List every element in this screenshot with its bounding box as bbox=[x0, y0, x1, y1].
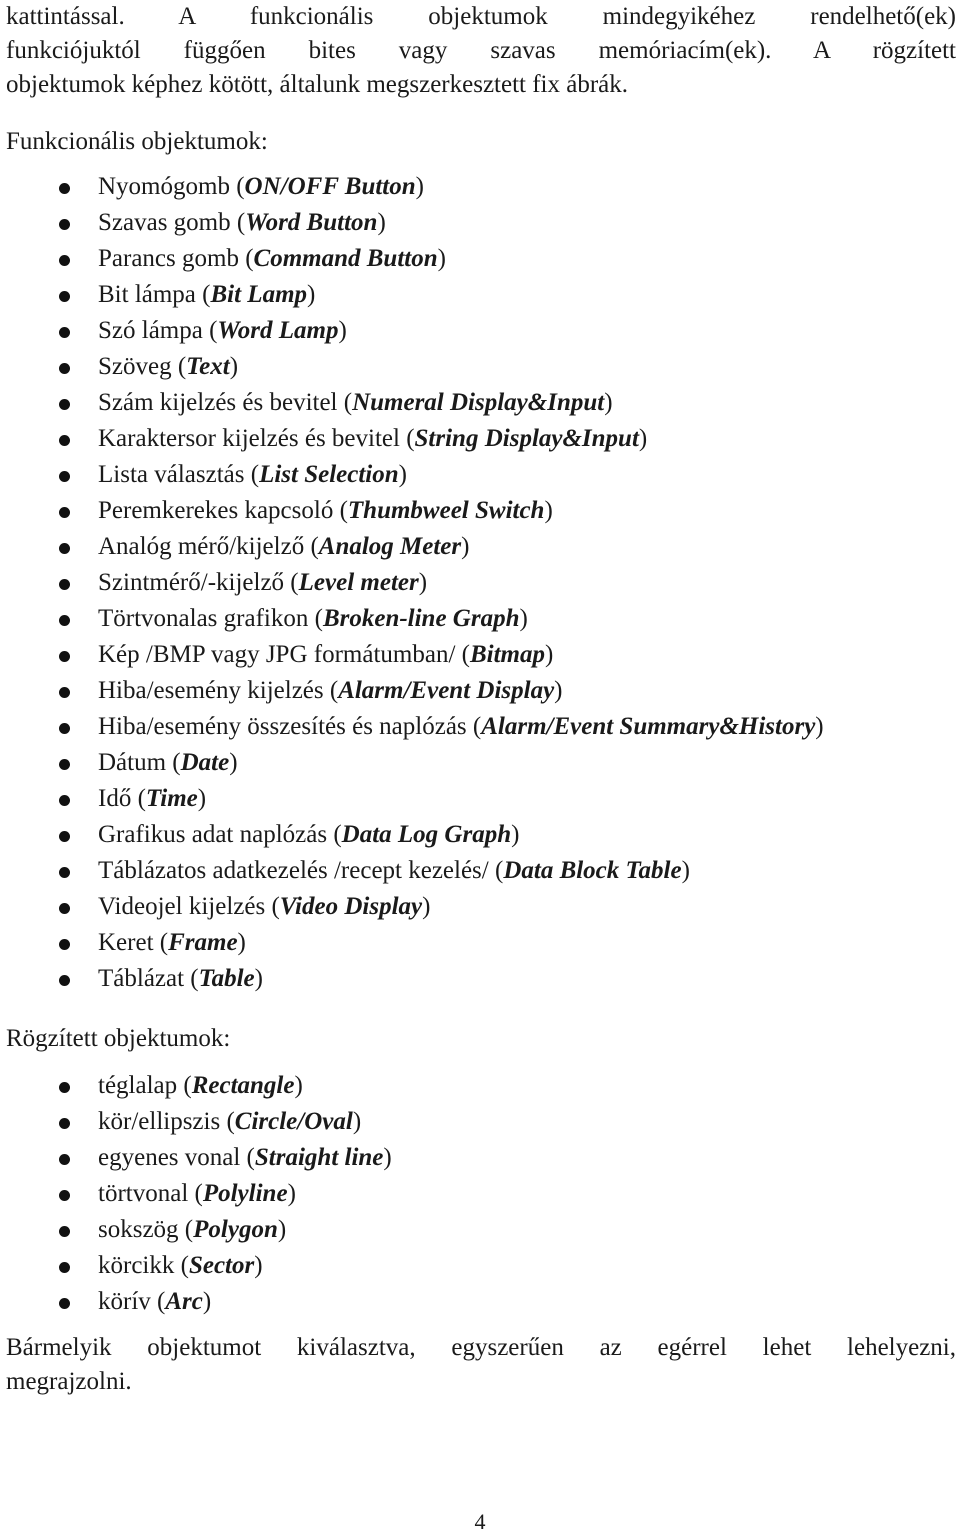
item-hungarian-name: Szó lámpa ( bbox=[98, 317, 218, 344]
list-item bbox=[0, 1177, 392, 1213]
list-item bbox=[0, 1249, 392, 1285]
intro-line: kattintással. A funkcionális objektumok mindegyikéhez rendelhető(ek) bbox=[6, 3, 956, 30]
bullet-icon bbox=[59, 795, 70, 806]
bullet-icon bbox=[59, 1082, 70, 1093]
item-english-name: Bitmap bbox=[469, 641, 545, 668]
item-english-name: Frame bbox=[168, 929, 238, 956]
bullet-icon bbox=[59, 1226, 70, 1237]
list-item bbox=[0, 1069, 392, 1105]
item-hungarian-name: Szavas gomb ( bbox=[98, 209, 246, 236]
item-closing-paren: ) bbox=[554, 677, 563, 704]
item-english-name: Word Lamp bbox=[217, 317, 339, 344]
item-closing-paren: ) bbox=[277, 1216, 287, 1243]
list-item bbox=[0, 566, 824, 602]
list-item bbox=[0, 170, 824, 206]
list-item bbox=[0, 530, 824, 566]
intro-paragraph bbox=[6, 0, 956, 102]
list-item bbox=[0, 602, 824, 638]
item-closing-paren: ) bbox=[237, 929, 246, 956]
item-closing-paren: ) bbox=[604, 389, 613, 416]
item-english-name: Analog Meter bbox=[318, 533, 462, 560]
bullet-icon bbox=[59, 219, 70, 230]
functional-objects-heading: Funkcionális objektumok: bbox=[6, 128, 268, 155]
functional-objects-list bbox=[0, 170, 824, 998]
item-english-name: Text bbox=[186, 353, 230, 380]
item-english-name: Sector bbox=[188, 1252, 255, 1279]
item-closing-paren: ) bbox=[437, 245, 446, 272]
item-hungarian-name: Hiba/esemény összesítés és naplózás ( bbox=[98, 713, 482, 740]
intro-line: objektumok képhez kötött, általunk megszerkesztett fix ábrák. bbox=[6, 71, 629, 98]
list-item bbox=[0, 890, 824, 926]
bullet-icon bbox=[59, 903, 70, 914]
item-english-name: Time bbox=[145, 785, 198, 812]
item-closing-paren: ) bbox=[294, 1072, 303, 1099]
list-item bbox=[0, 386, 824, 422]
item-hungarian-name: Törtvonalas grafikon ( bbox=[98, 605, 323, 632]
item-closing-paren: ) bbox=[197, 785, 207, 812]
item-english-name: String Display&Input bbox=[414, 425, 639, 452]
item-closing-paren: ) bbox=[229, 749, 238, 776]
bullet-icon bbox=[59, 399, 70, 410]
item-hungarian-name: Szöveg ( bbox=[98, 353, 187, 380]
item-hungarian-name: Táblázat ( bbox=[98, 965, 199, 992]
bullet-icon bbox=[59, 651, 70, 662]
fixed-objects-heading: Rögzített objektumok: bbox=[6, 1025, 231, 1052]
intro-line: funkciójuktól függően bites vagy szavas memóriacím(ek). A rögzített bbox=[6, 37, 956, 64]
list-item bbox=[0, 962, 824, 998]
bullet-icon bbox=[59, 867, 70, 878]
item-english-name: Word Button bbox=[245, 209, 378, 236]
bullet-icon bbox=[59, 1190, 70, 1201]
bullet-icon bbox=[59, 255, 70, 266]
item-closing-paren: ) bbox=[254, 1252, 263, 1279]
item-english-name: List Selection bbox=[259, 461, 399, 488]
item-closing-paren: ) bbox=[815, 713, 824, 740]
item-closing-paren: ) bbox=[681, 857, 690, 884]
bullet-icon bbox=[59, 831, 70, 842]
list-item bbox=[0, 1141, 392, 1177]
item-hungarian-name: Keret ( bbox=[98, 929, 169, 956]
item-closing-paren: ) bbox=[377, 209, 386, 236]
item-english-name: Alarm/Event Display bbox=[338, 677, 555, 704]
item-english-name: Command Button bbox=[253, 245, 438, 272]
list-item bbox=[0, 422, 824, 458]
item-hungarian-name: Karaktersor kijelzés és bevitel ( bbox=[98, 425, 415, 452]
item-hungarian-name: sokszög ( bbox=[98, 1216, 194, 1243]
list-item bbox=[0, 638, 824, 674]
item-hungarian-name: Bit lámpa ( bbox=[98, 281, 211, 308]
bullet-icon bbox=[59, 939, 70, 950]
bullet-icon bbox=[59, 687, 70, 698]
list-item bbox=[0, 818, 824, 854]
list-item bbox=[0, 1213, 392, 1249]
list-item bbox=[0, 926, 824, 962]
item-english-name: ON/OFF Button bbox=[244, 173, 416, 200]
item-english-name: Bit Lamp bbox=[210, 281, 308, 308]
bullet-icon bbox=[59, 291, 70, 302]
item-closing-paren: ) bbox=[422, 893, 431, 920]
item-hungarian-name: körív ( bbox=[98, 1288, 166, 1315]
item-english-name: Table bbox=[198, 965, 255, 992]
bullet-icon bbox=[59, 435, 70, 446]
item-closing-paren: ) bbox=[519, 605, 528, 632]
item-hungarian-name: Analóg mérő/kijelző ( bbox=[98, 533, 319, 560]
item-english-name: Data Block Table bbox=[503, 857, 682, 884]
item-hungarian-name: körcikk ( bbox=[98, 1252, 189, 1279]
item-english-name: Straight line bbox=[254, 1144, 384, 1171]
item-english-name: Arc bbox=[165, 1288, 203, 1315]
item-closing-paren: ) bbox=[338, 317, 347, 344]
bullet-icon bbox=[59, 183, 70, 194]
bullet-icon bbox=[59, 1298, 70, 1309]
item-hungarian-name: Idő ( bbox=[98, 785, 146, 812]
item-hungarian-name: Kép /BMP vagy JPG formátumban/ ( bbox=[98, 641, 470, 668]
list-item bbox=[0, 746, 824, 782]
list-item bbox=[0, 350, 824, 386]
item-closing-paren: ) bbox=[398, 461, 407, 488]
item-closing-paren: ) bbox=[383, 1144, 392, 1171]
item-hungarian-name: kör/ellipszis ( bbox=[98, 1108, 235, 1135]
list-item bbox=[0, 314, 824, 350]
bullet-icon bbox=[59, 579, 70, 590]
item-closing-paren: ) bbox=[229, 353, 239, 380]
item-english-name: Data Log Graph bbox=[341, 821, 512, 848]
list-item bbox=[0, 278, 824, 314]
item-closing-paren: ) bbox=[202, 1288, 212, 1315]
item-english-name: Level meter bbox=[298, 569, 419, 596]
item-hungarian-name: Peremkerekes kapcsoló ( bbox=[98, 497, 348, 524]
item-english-name: Circle/Oval bbox=[234, 1108, 353, 1135]
item-hungarian-name: Videojel kijelzés ( bbox=[98, 893, 280, 920]
item-english-name: Polygon bbox=[193, 1216, 278, 1243]
bullet-icon bbox=[59, 1118, 70, 1129]
outro-line: megrajzolni. bbox=[6, 1368, 132, 1395]
list-item bbox=[0, 242, 824, 278]
item-hungarian-name: Táblázatos adatkezelés /recept kezelés/ ( bbox=[98, 857, 504, 884]
item-closing-paren: ) bbox=[544, 641, 554, 668]
bullet-icon bbox=[59, 723, 70, 734]
item-english-name: Numeral Display&Input bbox=[352, 389, 605, 416]
item-english-name: Rectangle bbox=[191, 1072, 295, 1099]
item-closing-paren: ) bbox=[307, 281, 316, 308]
bullet-icon bbox=[59, 615, 70, 626]
list-item bbox=[0, 206, 824, 242]
list-item bbox=[0, 1105, 392, 1141]
bullet-icon bbox=[59, 507, 70, 518]
item-hungarian-name: Szintmérő/-kijelző ( bbox=[98, 569, 299, 596]
item-hungarian-name: Dátum ( bbox=[98, 749, 181, 776]
bullet-icon bbox=[59, 759, 70, 770]
item-hungarian-name: Nyomógomb ( bbox=[98, 173, 245, 200]
item-hungarian-name: Parancs gomb ( bbox=[98, 245, 254, 272]
item-closing-paren: ) bbox=[418, 569, 428, 596]
item-english-name: Alarm/Event Summary&History bbox=[481, 713, 816, 740]
item-english-name: Thumbweel Switch bbox=[347, 497, 545, 524]
bullet-icon bbox=[59, 363, 70, 374]
list-item bbox=[0, 458, 824, 494]
bullet-icon bbox=[59, 327, 70, 338]
item-hungarian-name: egyenes vonal ( bbox=[98, 1144, 255, 1171]
item-english-name: Date bbox=[180, 749, 230, 776]
bullet-icon bbox=[59, 1262, 70, 1273]
bullet-icon bbox=[59, 471, 70, 482]
list-item bbox=[0, 710, 824, 746]
item-closing-paren: ) bbox=[511, 821, 520, 848]
bullet-icon bbox=[59, 543, 70, 554]
bullet-icon bbox=[59, 1154, 70, 1165]
item-hungarian-name: törtvonal ( bbox=[98, 1180, 203, 1207]
item-closing-paren: ) bbox=[287, 1180, 296, 1207]
list-item bbox=[0, 674, 824, 710]
outro-paragraph bbox=[6, 1331, 956, 1399]
item-english-name: Broken-line Graph bbox=[322, 605, 520, 632]
item-hungarian-name: Hiba/esemény kijelzés ( bbox=[98, 677, 339, 704]
fixed-objects-list bbox=[0, 1069, 392, 1321]
list-item bbox=[0, 494, 824, 530]
item-hungarian-name: Grafikus adat naplózás ( bbox=[98, 821, 342, 848]
outro-line: Bármelyik objektumot kiválasztva, egyszerűen az egérrel lehet lehelyezni, bbox=[6, 1334, 956, 1361]
item-hungarian-name: Lista választás ( bbox=[98, 461, 260, 488]
item-english-name: Polyline bbox=[202, 1180, 288, 1207]
list-item bbox=[0, 782, 824, 818]
item-closing-paren: ) bbox=[544, 497, 553, 524]
item-closing-paren: ) bbox=[461, 533, 470, 560]
bullet-icon bbox=[59, 975, 70, 986]
item-closing-paren: ) bbox=[415, 173, 424, 200]
item-hungarian-name: téglalap ( bbox=[98, 1072, 192, 1099]
item-closing-paren: ) bbox=[352, 1108, 362, 1135]
page-number: 4 bbox=[474, 1509, 486, 1534]
item-hungarian-name: Szám kijelzés és bevitel ( bbox=[98, 389, 353, 416]
item-closing-paren: ) bbox=[254, 965, 263, 992]
item-english-name: Video Display bbox=[279, 893, 423, 920]
item-closing-paren: ) bbox=[638, 425, 648, 452]
list-item bbox=[0, 854, 824, 890]
list-item bbox=[0, 1285, 392, 1321]
